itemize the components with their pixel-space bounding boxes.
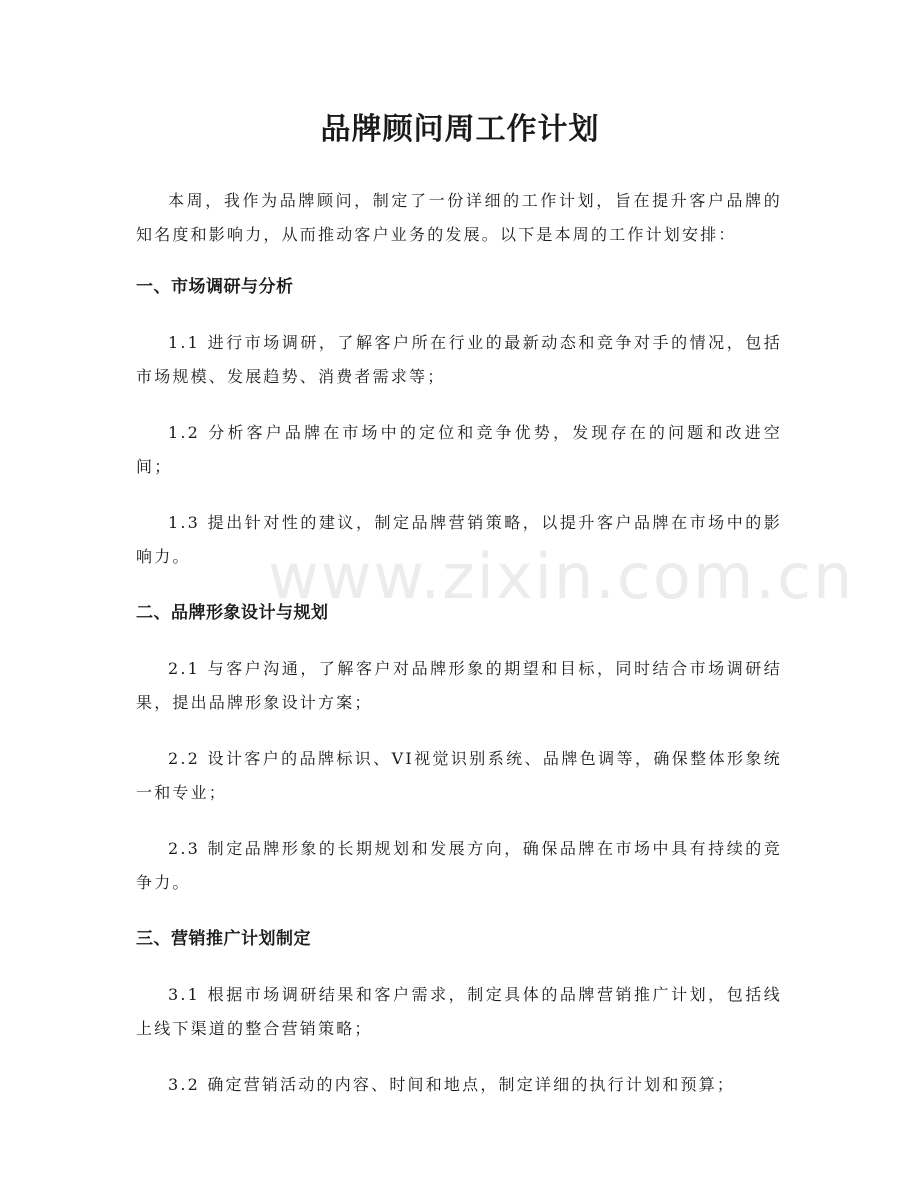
- section-2-item-1: 2.1 与客户沟通，了解客户对品牌形象的期望和目标，同时结合市场调研结果，提出品牌形象设计方案；: [136, 659, 782, 712]
- section-heading-3: 三、营销推广计划制定: [136, 929, 311, 949]
- section-heading-1: 一、市场调研与分析: [136, 277, 294, 297]
- section-1-item-2: 1.2 分析客户品牌在市场中的定位和竞争优势，发现存在的问题和改进空间；: [136, 423, 782, 476]
- section-2-item-3: 2.3 制定品牌形象的长期规划和发展方向，确保品牌在市场中具有持续的竞争力。: [136, 839, 782, 892]
- document-body: [136, 184, 782, 1124]
- section-3-item-1: 3.1 根据市场调研结果和客户需求，制定具体的品牌营销推广计划，包括线上线下渠道的整合营销策略；: [136, 985, 782, 1038]
- page-title: 品牌顾问周工作计划: [320, 112, 600, 147]
- section-2-item-2: 2.2 设计客户的品牌标识、VI视觉识别系统、品牌色调等，确保整体形象统一和专业；: [136, 749, 782, 802]
- section-heading-2: 二、品牌形象设计与规划: [136, 603, 329, 623]
- intro-paragraph: 本周，我作为品牌顾问，制定了一份详细的工作计划，旨在提升客户品牌的知名度和影响力，从而推动客户业务的发展。以下是本周的工作计划安排：: [136, 191, 782, 244]
- watermark: www.zixin.com.cn: [268, 540, 855, 613]
- section-1-item-1: 1.1 进行市场调研，了解客户所在行业的最新动态和竞争对手的情况，包括市场规模、发展趋势、消费者需求等；: [136, 333, 782, 386]
- section-1-item-3: 1.3 提出针对性的建议，制定品牌营销策略，以提升客户品牌在市场中的影响力。: [136, 513, 782, 566]
- section-3-item-2: 3.2 确定营销活动的内容、时间和地点，制定详细的执行计划和预算；: [168, 1075, 736, 1094]
